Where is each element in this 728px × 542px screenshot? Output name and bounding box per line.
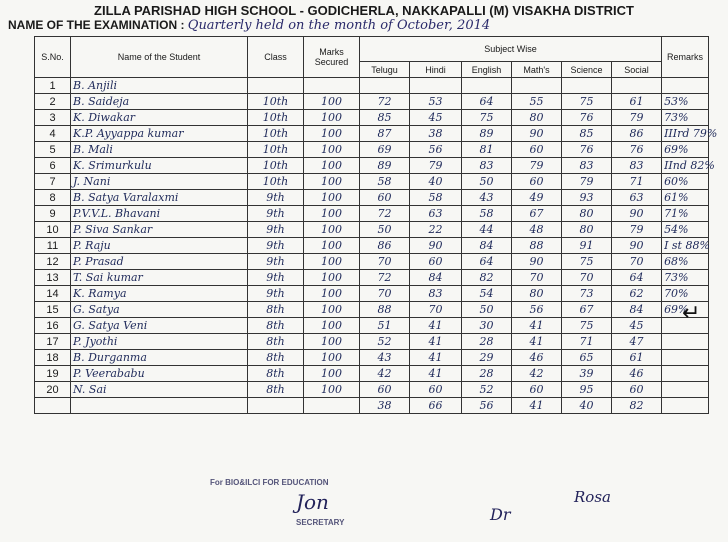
cell-subject-mark: 70	[512, 270, 562, 286]
cell-subject-mark: 61	[612, 350, 662, 366]
cell-subject-mark: 71	[562, 334, 612, 350]
cell-marks-secured: 100	[304, 222, 360, 238]
cell-sno: 12	[35, 254, 71, 270]
cell-marks-secured: 100	[304, 110, 360, 126]
cell-class: 8th	[248, 334, 304, 350]
cell-subject-mark: 93	[562, 190, 612, 206]
cell-subject-mark: 45	[410, 110, 462, 126]
cell-subject-mark: 75	[562, 254, 612, 270]
cell-subject-mark: 75	[562, 318, 612, 334]
col-subject: Social	[612, 62, 662, 78]
cell-subject-mark: 64	[462, 94, 512, 110]
cell-class: 10th	[248, 142, 304, 158]
cell-subject-mark: 83	[410, 286, 462, 302]
teacher-signature: Rosa	[574, 488, 611, 506]
cell-sno: 7	[35, 174, 71, 190]
cell-class: 9th	[248, 222, 304, 238]
cell-marks-secured: 100	[304, 142, 360, 158]
cell-subject-mark: 75	[562, 94, 612, 110]
col-subject: Hindi	[410, 62, 462, 78]
cell-marks-secured: 100	[304, 286, 360, 302]
cell-sno: 8	[35, 190, 71, 206]
cell-subject-mark: 58	[462, 206, 512, 222]
cell-subject-mark: 79	[410, 158, 462, 174]
cell-subject-mark: 90	[512, 126, 562, 142]
table-row	[35, 190, 709, 206]
headmaster-initials: Dr	[490, 505, 511, 524]
cell-sno: 4	[35, 126, 71, 142]
cell-subject-mark	[360, 78, 410, 94]
cell-student-name: P. Jyothi	[71, 334, 248, 350]
cell-remarks: 70%	[662, 286, 709, 302]
cell-class: 9th	[248, 206, 304, 222]
cell-subject-mark: 38	[360, 398, 410, 414]
cell-remarks: IIIrd 79%	[662, 126, 709, 142]
cell-subject-mark: 64	[612, 270, 662, 286]
cell-subject-mark: 55	[512, 94, 562, 110]
cell-student-name: B. Durganma	[71, 350, 248, 366]
cell-subject-mark: 89	[360, 158, 410, 174]
pointer-mark: ↵	[682, 300, 701, 325]
cell-subject-mark: 88	[512, 238, 562, 254]
cell-subject-mark: 72	[360, 94, 410, 110]
cell-marks-secured: 100	[304, 270, 360, 286]
cell-subject-mark: 50	[462, 302, 512, 318]
cell-remarks	[662, 350, 709, 366]
cell-subject-mark: 69	[360, 142, 410, 158]
cell-remarks: IInd 82%	[662, 158, 709, 174]
cell-subject-mark: 46	[612, 366, 662, 382]
marks-table	[34, 36, 718, 414]
table-row	[35, 94, 709, 110]
col-subject: Telugu	[360, 62, 410, 78]
cell-subject-mark: 56	[410, 142, 462, 158]
cell-subject-mark: 63	[410, 206, 462, 222]
cell-marks-secured: 100	[304, 366, 360, 382]
cell-class: 8th	[248, 318, 304, 334]
col-remarks: Remarks	[662, 37, 709, 78]
cell-subject-mark: 44	[462, 222, 512, 238]
cell-subject-mark: 76	[562, 142, 612, 158]
cell-remarks	[662, 78, 709, 94]
cell-marks-secured: 100	[304, 238, 360, 254]
cell-subject-mark: 51	[360, 318, 410, 334]
cell-subject-mark: 28	[462, 366, 512, 382]
cell-subject-mark: 87	[360, 126, 410, 142]
cell-remarks: 68%	[662, 254, 709, 270]
cell-subject-mark: 45	[612, 318, 662, 334]
col-class: Class	[248, 37, 304, 78]
cell-subject-mark: 60	[512, 142, 562, 158]
cell-subject-mark: 43	[462, 190, 512, 206]
cell-subject-mark: 30	[462, 318, 512, 334]
cell-class: 9th	[248, 254, 304, 270]
cell-subject-mark: 39	[562, 366, 612, 382]
cell-subject-mark: 86	[360, 238, 410, 254]
cell-subject-mark: 41	[410, 366, 462, 382]
cell-remarks: 73%	[662, 110, 709, 126]
table-row	[35, 126, 709, 142]
cell-remarks: I st 88%	[662, 238, 709, 254]
cell-marks-secured	[304, 398, 360, 414]
cell-subject-mark: 85	[562, 126, 612, 142]
cell-class: 8th	[248, 366, 304, 382]
cell-subject-mark: 84	[462, 238, 512, 254]
cell-subject-mark: 40	[410, 174, 462, 190]
cell-subject-mark: 80	[512, 110, 562, 126]
cell-subject-mark: 95	[562, 382, 612, 398]
cell-subject-mark: 46	[512, 350, 562, 366]
cell-sno: 9	[35, 206, 71, 222]
cell-subject-mark: 70	[562, 270, 612, 286]
cell-student-name: B. Saideja	[71, 94, 248, 110]
cell-subject-mark	[612, 78, 662, 94]
cell-remarks: 61%	[662, 190, 709, 206]
cell-sno: 14	[35, 286, 71, 302]
table-row	[35, 78, 709, 94]
table-row	[35, 158, 709, 174]
cell-subject-mark: 42	[512, 366, 562, 382]
cell-student-name: B. Anjili	[71, 78, 248, 94]
cell-subject-mark: 70	[612, 254, 662, 270]
cell-subject-mark: 70	[360, 286, 410, 302]
school-title: ZILLA PARISHAD HIGH SCHOOL - GODICHERLA, NAKKAPALLI (M) VISAKHA DISTRICT	[94, 3, 634, 18]
cell-marks-secured: 100	[304, 302, 360, 318]
cell-sno: 20	[35, 382, 71, 398]
cell-student-name: B. Satya Varalaxmi	[71, 190, 248, 206]
table-row	[35, 254, 709, 270]
cell-sno: 5	[35, 142, 71, 158]
table-row	[35, 238, 709, 254]
cell-subject-mark: 41	[410, 350, 462, 366]
cell-subject-mark: 86	[612, 126, 662, 142]
cell-subject-mark: 79	[612, 222, 662, 238]
table-row	[35, 302, 709, 318]
cell-subject-mark: 41	[512, 398, 562, 414]
cell-subject-mark: 90	[612, 238, 662, 254]
cell-subject-mark: 83	[562, 158, 612, 174]
cell-sno: 16	[35, 318, 71, 334]
cell-class: 10th	[248, 158, 304, 174]
cell-subject-mark: 52	[360, 334, 410, 350]
stamp-line-1: For BIO&ILCI FOR EDUCATION	[210, 478, 329, 487]
cell-subject-mark: 76	[562, 110, 612, 126]
cell-class	[248, 78, 304, 94]
cell-subject-mark: 41	[410, 334, 462, 350]
cell-sno: 6	[35, 158, 71, 174]
cell-subject-mark: 43	[360, 350, 410, 366]
cell-subject-mark: 63	[612, 190, 662, 206]
cell-sno: 17	[35, 334, 71, 350]
cell-student-name: P. Veerababu	[71, 366, 248, 382]
cell-class: 8th	[248, 302, 304, 318]
cell-marks-secured: 100	[304, 382, 360, 398]
cell-subject-mark: 65	[562, 350, 612, 366]
cell-subject-mark: 52	[462, 382, 512, 398]
cell-subject-mark: 66	[410, 398, 462, 414]
col-subject-wise: Subject Wise	[360, 37, 662, 62]
cell-subject-mark: 79	[612, 110, 662, 126]
cell-student-name	[71, 398, 248, 414]
cell-subject-mark: 50	[360, 222, 410, 238]
table-row	[35, 270, 709, 286]
cell-subject-mark: 54	[462, 286, 512, 302]
table-row	[35, 222, 709, 238]
col-subject: Science	[562, 62, 612, 78]
table-row	[35, 110, 709, 126]
cell-subject-mark: 67	[562, 302, 612, 318]
cell-remarks: 60%	[662, 174, 709, 190]
cell-subject-mark: 56	[512, 302, 562, 318]
table-row	[35, 366, 709, 382]
cell-marks-secured: 100	[304, 206, 360, 222]
cell-subject-mark: 89	[462, 126, 512, 142]
table-row	[35, 350, 709, 366]
cell-student-name: T. Sai kumar	[71, 270, 248, 286]
col-subject: Math's	[512, 62, 562, 78]
cell-remarks: 71%	[662, 206, 709, 222]
cell-subject-mark: 79	[512, 158, 562, 174]
cell-subject-mark: 72	[360, 206, 410, 222]
cell-subject-mark: 64	[462, 254, 512, 270]
cell-class: 9th	[248, 238, 304, 254]
cell-student-name: P.V.V.L. Bhavani	[71, 206, 248, 222]
cell-student-name: G. Satya	[71, 302, 248, 318]
cell-sno: 2	[35, 94, 71, 110]
cell-student-name: P. Prasad	[71, 254, 248, 270]
cell-subject-mark: 58	[360, 174, 410, 190]
exam-label: NAME OF THE EXAMINATION :	[8, 18, 185, 32]
cell-subject-mark: 60	[410, 254, 462, 270]
cell-subject-mark: 70	[410, 302, 462, 318]
cell-subject-mark: 56	[462, 398, 512, 414]
cell-subject-mark: 58	[410, 190, 462, 206]
cell-subject-mark	[410, 78, 462, 94]
cell-class: 8th	[248, 382, 304, 398]
cell-subject-mark: 29	[462, 350, 512, 366]
cell-sno: 18	[35, 350, 71, 366]
cell-subject-mark: 71	[612, 174, 662, 190]
cell-student-name: G. Satya Veni	[71, 318, 248, 334]
table-row	[35, 318, 709, 334]
cell-remarks: 69%	[662, 142, 709, 158]
table-row	[35, 334, 709, 350]
cell-subject-mark: 28	[462, 334, 512, 350]
cell-subject-mark: 60	[360, 190, 410, 206]
cell-subject-mark: 88	[360, 302, 410, 318]
cell-sno: 13	[35, 270, 71, 286]
table-row	[35, 286, 709, 302]
cell-sno: 15	[35, 302, 71, 318]
cell-marks-secured	[304, 78, 360, 94]
cell-subject-mark: 49	[512, 190, 562, 206]
cell-subject-mark: 81	[462, 142, 512, 158]
cell-subject-mark: 83	[462, 158, 512, 174]
cell-marks-secured: 100	[304, 318, 360, 334]
cell-student-name: P. Raju	[71, 238, 248, 254]
cell-subject-mark: 82	[462, 270, 512, 286]
cell-subject-mark: 90	[612, 206, 662, 222]
cell-remarks: 54%	[662, 222, 709, 238]
cell-marks-secured: 100	[304, 158, 360, 174]
cell-subject-mark: 60	[410, 382, 462, 398]
cell-remarks: 53%	[662, 94, 709, 110]
cell-subject-mark: 41	[512, 318, 562, 334]
cell-subject-mark: 80	[512, 286, 562, 302]
cell-class	[248, 398, 304, 414]
cell-subject-mark: 91	[562, 238, 612, 254]
cell-subject-mark: 40	[562, 398, 612, 414]
cell-subject-mark	[562, 78, 612, 94]
cell-class: 10th	[248, 174, 304, 190]
cell-subject-mark: 70	[360, 254, 410, 270]
cell-marks-secured: 100	[304, 174, 360, 190]
cell-student-name: P. Siva Sankar	[71, 222, 248, 238]
cell-marks-secured: 100	[304, 334, 360, 350]
table-row	[35, 206, 709, 222]
cell-subject-mark: 82	[612, 398, 662, 414]
cell-marks-secured: 100	[304, 254, 360, 270]
table-row	[35, 398, 709, 414]
cell-sno: 10	[35, 222, 71, 238]
cell-subject-mark: 62	[612, 286, 662, 302]
cell-subject-mark: 47	[612, 334, 662, 350]
cell-remarks	[662, 334, 709, 350]
cell-student-name: J. Nani	[71, 174, 248, 190]
cell-subject-mark: 41	[512, 334, 562, 350]
cell-subject-mark: 85	[360, 110, 410, 126]
cell-class: 10th	[248, 126, 304, 142]
col-sno: S.No.	[35, 37, 71, 78]
cell-sno: 19	[35, 366, 71, 382]
cell-subject-mark	[512, 78, 562, 94]
cell-class: 10th	[248, 110, 304, 126]
exam-value: Quarterly held on the month of October, 2014	[187, 18, 491, 33]
cell-marks-secured: 100	[304, 94, 360, 110]
cell-class: 8th	[248, 350, 304, 366]
cell-subject-mark: 50	[462, 174, 512, 190]
secretary-signature: Jon	[296, 490, 329, 514]
cell-subject-mark: 90	[512, 254, 562, 270]
cell-marks-secured: 100	[304, 126, 360, 142]
cell-marks-secured: 100	[304, 350, 360, 366]
cell-remarks	[662, 366, 709, 382]
cell-class: 9th	[248, 286, 304, 302]
cell-subject-mark: 53	[410, 94, 462, 110]
cell-subject-mark: 42	[360, 366, 410, 382]
stamp-line-2: SECRETARY	[296, 518, 345, 527]
cell-marks-secured: 100	[304, 190, 360, 206]
cell-subject-mark: 79	[562, 174, 612, 190]
cell-subject-mark: 60	[512, 174, 562, 190]
table-row	[35, 174, 709, 190]
cell-subject-mark	[462, 78, 512, 94]
cell-student-name: K. Srimurkulu	[71, 158, 248, 174]
cell-remarks: 69%	[662, 302, 709, 318]
cell-student-name: K.P. Ayyappa kumar	[71, 126, 248, 142]
cell-remarks: 73%	[662, 270, 709, 286]
cell-student-name: K. Ramya	[71, 286, 248, 302]
cell-student-name: B. Mali	[71, 142, 248, 158]
cell-subject-mark: 84	[612, 302, 662, 318]
cell-remarks	[662, 398, 709, 414]
cell-sno: 11	[35, 238, 71, 254]
cell-subject-mark: 60	[612, 382, 662, 398]
cell-subject-mark: 76	[612, 142, 662, 158]
cell-student-name: N. Sai	[71, 382, 248, 398]
cell-subject-mark: 72	[360, 270, 410, 286]
cell-class: 9th	[248, 190, 304, 206]
cell-subject-mark: 61	[612, 94, 662, 110]
cell-subject-mark: 67	[512, 206, 562, 222]
cell-subject-mark: 60	[360, 382, 410, 398]
cell-subject-mark: 84	[410, 270, 462, 286]
col-subject: English	[462, 62, 512, 78]
cell-subject-mark: 22	[410, 222, 462, 238]
exam-line	[8, 18, 490, 33]
col-marks: Marks Secured	[304, 37, 360, 78]
table-row	[35, 142, 709, 158]
cell-subject-mark: 75	[462, 110, 512, 126]
cell-class: 10th	[248, 94, 304, 110]
cell-remarks	[662, 382, 709, 398]
cell-subject-mark: 60	[512, 382, 562, 398]
cell-subject-mark: 90	[410, 238, 462, 254]
cell-class: 9th	[248, 270, 304, 286]
cell-subject-mark: 38	[410, 126, 462, 142]
cell-subject-mark: 83	[612, 158, 662, 174]
cell-subject-mark: 41	[410, 318, 462, 334]
cell-subject-mark: 48	[512, 222, 562, 238]
table-row	[35, 382, 709, 398]
cell-subject-mark: 80	[562, 206, 612, 222]
cell-sno	[35, 398, 71, 414]
cell-sno: 3	[35, 110, 71, 126]
cell-subject-mark: 73	[562, 286, 612, 302]
cell-sno: 1	[35, 78, 71, 94]
cell-student-name: K. Diwakar	[71, 110, 248, 126]
col-name: Name of the Student	[71, 37, 248, 78]
cell-subject-mark: 80	[562, 222, 612, 238]
